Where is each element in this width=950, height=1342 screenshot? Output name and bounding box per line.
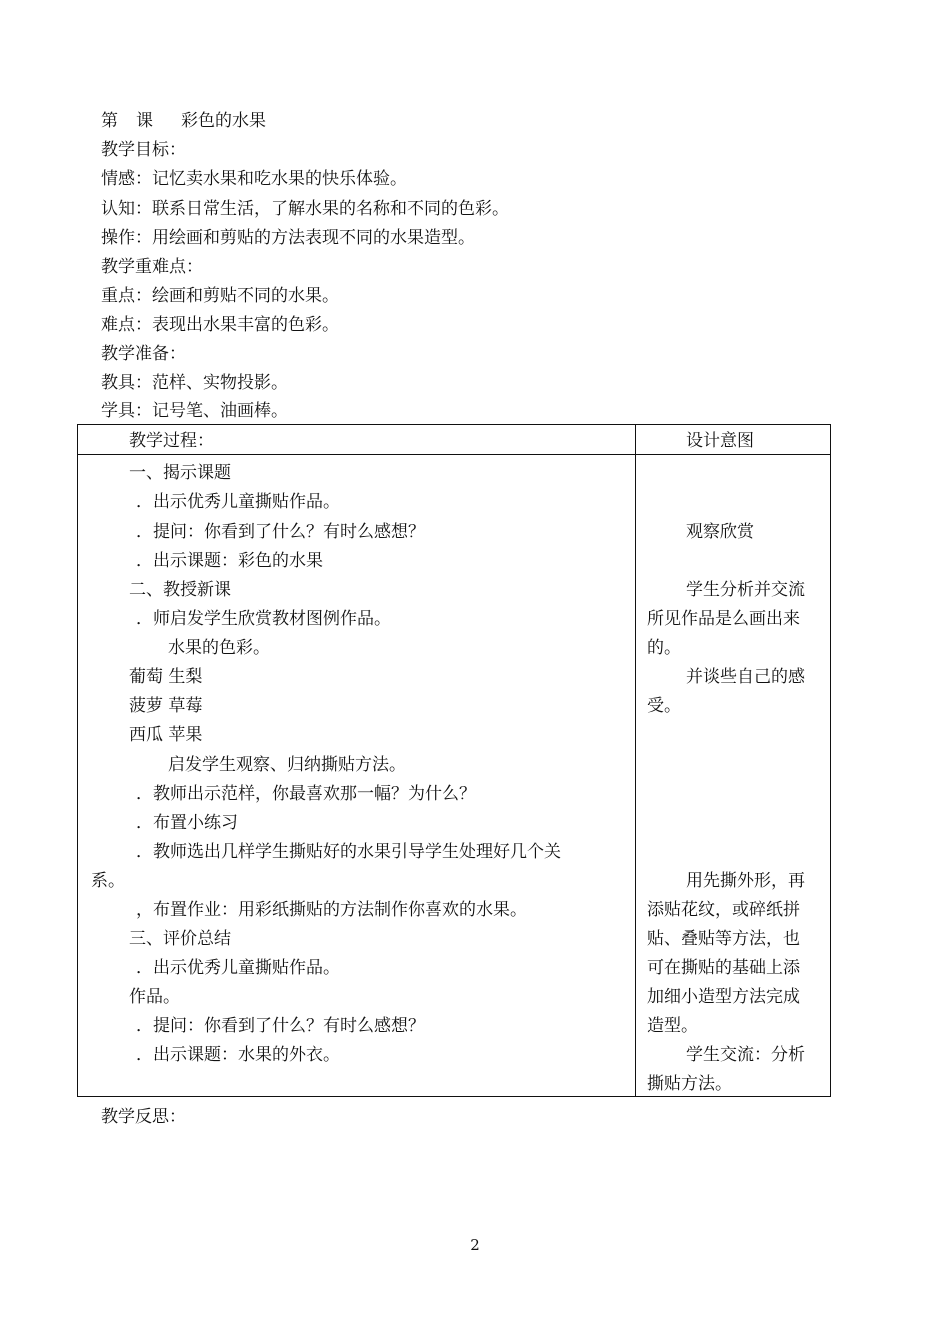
intent-line: 所见作品是么画出来 (647, 609, 800, 629)
intent-header-cell (636, 425, 831, 455)
objectives-heading: 教学目标： (101, 140, 186, 160)
process-line: ．出示课题：彩色的水果 (136, 551, 323, 571)
process-line: 水果的色彩。 (168, 638, 270, 658)
intent-line: 造型。 (647, 1016, 698, 1036)
difficult-point: 难点：表现出水果丰富的色彩。 (101, 315, 339, 335)
intent-line: 添贴花纹，或碎纸拼 (647, 900, 800, 920)
objective-cognition: 认知：联系日常生活，了解水果的名称和不同的色彩。 (101, 199, 509, 219)
process-line: ．布置小练习 (136, 813, 238, 833)
process-line: ．师启发学生欣赏教材图例作品。 (136, 609, 391, 629)
intent-line: 加细小造型方法完成 (647, 987, 800, 1007)
process-line: 菠萝 草莓 (129, 696, 203, 716)
process-line: ．教师选出几样学生撕贴好的水果引导学生处理好几个关 (136, 842, 561, 862)
key-points-heading: 教学重难点： (101, 257, 203, 277)
intent-line: 撕贴方法。 (647, 1074, 732, 1094)
process-line: ．提问：你看到了什么？有时么感想？ (136, 522, 425, 542)
process-line: 葡萄 生梨 (129, 667, 203, 687)
intent-line: 观察欣赏 (686, 522, 754, 542)
process-line: 西瓜 苹果 (129, 725, 203, 745)
lesson-plan-table (77, 424, 831, 1097)
page-number: 2 (470, 1236, 480, 1254)
lesson-name: 彩色的水果 (181, 111, 266, 131)
intent-line: 用先撕外形，再 (686, 871, 805, 891)
preparation-heading: 教学准备： (101, 344, 186, 364)
process-header: 教学过程： (129, 431, 214, 451)
process-line: 启发学生观察、归纳撕贴方法。 (168, 755, 406, 775)
process-line: ．出示优秀儿童撕贴作品。 (136, 492, 340, 512)
intent-line: 可在撕贴的基础上添 (647, 958, 800, 978)
intent-line: 贴、叠贴等方法，也 (647, 929, 800, 949)
intent-cell (636, 455, 831, 1097)
process-line: ．教师出示范样，你最喜欢那一幅？为什么？ (136, 784, 476, 804)
process-header-cell (78, 425, 636, 455)
intent-header: 设计意图 (686, 431, 754, 451)
intent-line: 学生交流：分析 (686, 1045, 805, 1065)
process-line: ．出示课题：水果的外衣。 (136, 1045, 340, 1065)
process-cell (78, 455, 636, 1097)
objective-emotion: 情感：记忆卖水果和吃水果的快乐体验。 (101, 169, 407, 189)
process-line: 一、揭示课题 (129, 463, 231, 483)
process-line: 三、评价总结 (129, 929, 231, 949)
intent-line: 的。 (647, 638, 681, 658)
intent-line: 受。 (647, 696, 681, 716)
key-point: 重点：绘画和剪贴不同的水果。 (101, 286, 339, 306)
process-line: 作品。 (129, 987, 180, 1007)
process-line: ．出示优秀儿童撕贴作品。 (136, 958, 340, 978)
lesson-title (101, 111, 266, 131)
reflection-label: 教学反思： (101, 1107, 186, 1127)
intent-line: 学生分析并交流 (686, 580, 805, 600)
lesson-unit: 课 (136, 111, 153, 131)
intent-line: 并谈些自己的感 (686, 667, 805, 687)
objective-operation: 操作：用绘画和剪贴的方法表现不同的水果造型。 (101, 228, 475, 248)
process-line: ．提问：你看到了什么？有时么感想？ (136, 1016, 425, 1036)
process-line: 系。 (91, 871, 125, 891)
process-line: 二、教授新课 (129, 580, 231, 600)
process-line: ，布置作业：用彩纸撕贴的方法制作你喜欢的水果。 (136, 900, 527, 920)
student-materials: 学具：记号笔、油画棒。 (101, 401, 288, 421)
teaching-aids: 教具：范样、实物投影。 (101, 373, 288, 393)
lesson-no: 第 (101, 111, 118, 131)
